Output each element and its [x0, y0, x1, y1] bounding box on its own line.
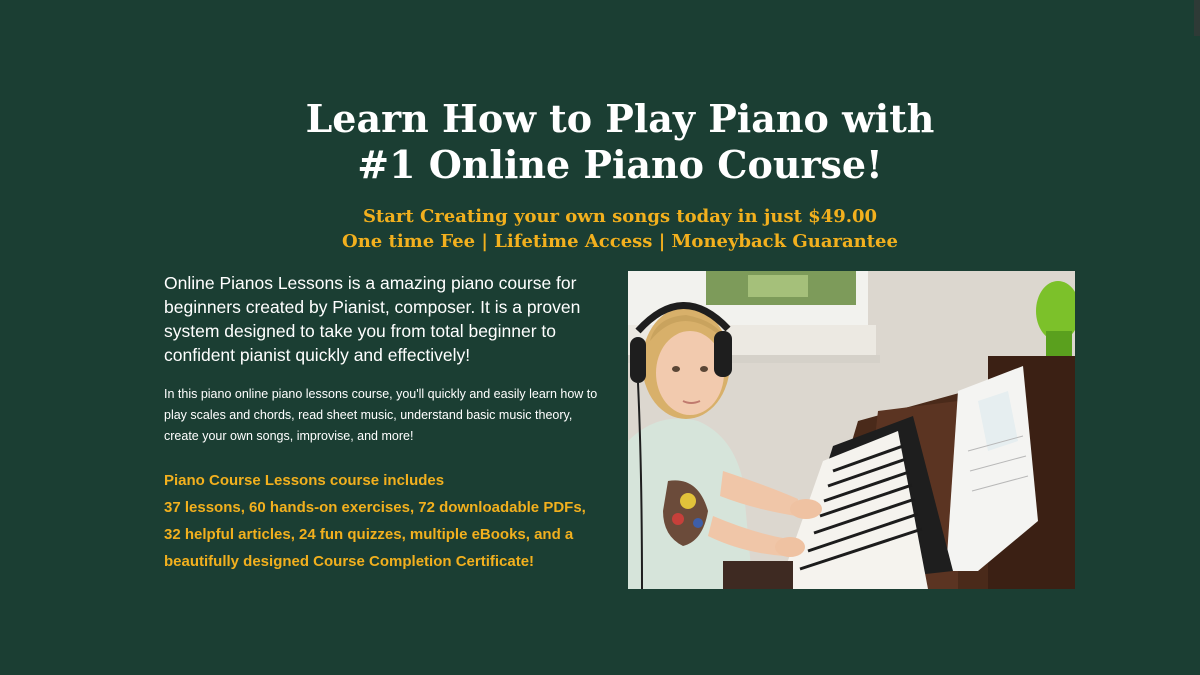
offer-banner [0, 204, 1200, 254]
course-photo [628, 271, 1075, 589]
includes-list [164, 467, 610, 575]
details-paragraph: In this piano online piano lessons course, you'll quickly and easily learn how to play scales and chords, read sheet music, understand basic music theory, create your own songs, improvise, and more! [164, 387, 598, 443]
course-description [164, 271, 610, 575]
intro-paragraph: Online Pianos Lessons is a amazing piano course for beginners created by Pianist, composer. It is a proven system designed to take you from total beginner to confident pianist quickly and effectively! [164, 273, 581, 365]
page-title-line-1: Learn How to Play Piano with [305, 96, 935, 141]
includes-line: 37 lessons, 60 hands-on exercises, 72 downloadable PDFs, [164, 499, 586, 516]
photo-girl-playing-piano-icon [628, 271, 1075, 589]
offer-price-line: Start Creating your own songs today in just $49.00 [362, 206, 878, 227]
includes-title: Piano Course Lessons course includes [164, 472, 445, 489]
offer-guarantee-line: One time Fee | Lifetime Access | Moneyback Guarantee [342, 231, 898, 252]
page-title-line-2: #1 Online Piano Course! [357, 142, 883, 187]
includes-line: 32 helpful articles, 24 fun quizzes, multiple eBooks, and a [164, 526, 574, 543]
includes-line: beautifully designed Course Completion Certificate! [164, 553, 535, 570]
page-title [0, 96, 1200, 188]
scrollbar-thumb[interactable] [1194, 0, 1200, 36]
